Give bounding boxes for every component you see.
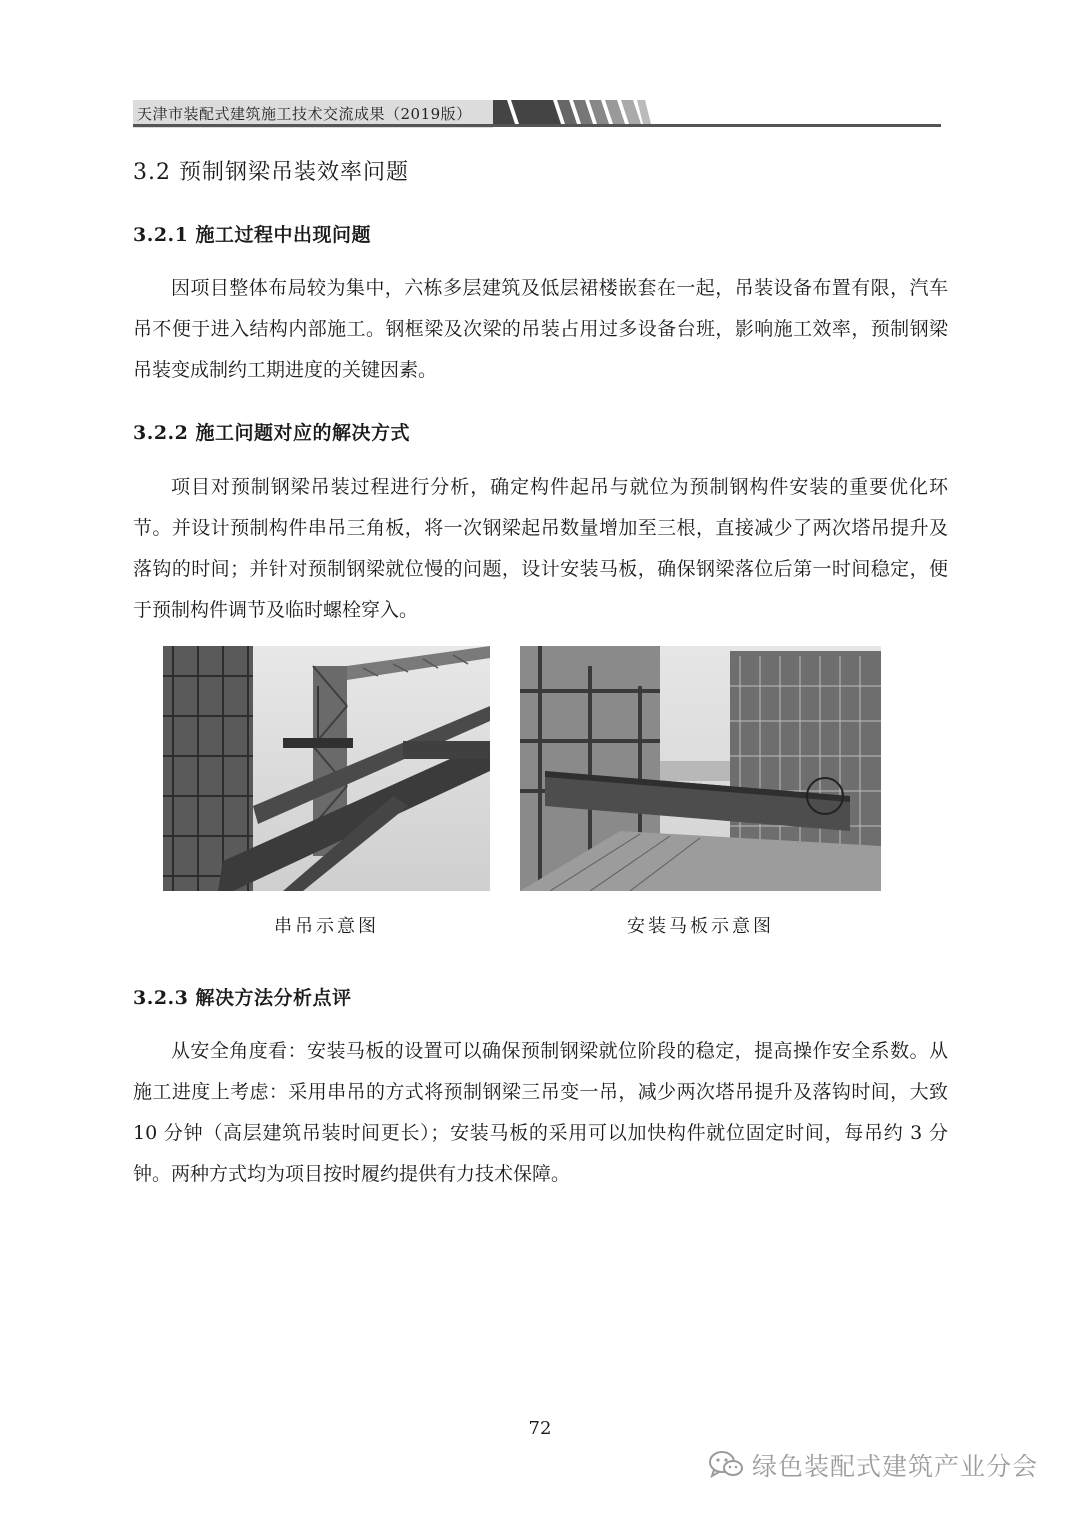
watermark-text: 绿色装配式建筑产业分会	[752, 1452, 1039, 1481]
steel-beam-crane-photo	[163, 646, 490, 891]
steel-frame-mounting-plate-photo	[520, 646, 881, 891]
figure-caption-2: 安装马板示意图	[627, 916, 774, 937]
running-header	[133, 100, 941, 128]
figure-caption-1: 串吊示意图	[274, 916, 379, 937]
header-title: 天津市装配式建筑施工技术交流成果（2019版）	[137, 105, 472, 123]
paragraph-2: 项目对预制钢梁吊装过程进行分析，确定构件起吊与就位为预制钢构件安装的重要优化环节。并设计预制构件串吊三角板，将一次钢梁起吊数量增加至三根，直接减少了两次塔吊提升及落钩的时间；并针对预制钢梁就位慢的问题，设计安装马板，确保钢梁落位后第一时间稳定，便于预制构件调节及临时螺栓穿入。	[133, 476, 948, 621]
subsection-title-3: 3.2.3 解决方法分析点评	[133, 987, 352, 1009]
paragraph-3: 从安全角度看：安装马板的设置可以确保预制钢梁就位阶段的稳定，提高操作安全系数。从施工进度上考虑：采用串吊的方式将预制钢梁三吊变一吊，减少两次塔吊提升及落钩时间，大致 10 分钟（高层建筑吊装时间更长）；安装马板的采用可以加快构件就位固定时间，每吊约 3 分钟。两种方式均为项目按时履约提供有力技术保障。	[133, 1040, 948, 1185]
watermark	[708, 1447, 1038, 1483]
subsection-title-2: 3.2.2 施工问题对应的解决方式	[133, 422, 411, 444]
section-title: 3.2 预制钢梁吊装效率问题	[133, 160, 409, 185]
subsection-title-1: 3.2.1 施工过程中出现问题	[133, 224, 372, 246]
paragraph-1: 因项目整体布局较为集中，六栋多层建筑及低层裙楼嵌套在一起，吊装设备布置有限，汽车吊不便于进入结构内部施工。钢框梁及次梁的吊装占用过多设备台班，影响施工效率，预制钢梁吊装变成制约工期进度的关键因素。	[133, 277, 948, 381]
wechat-icon	[708, 1450, 744, 1480]
page-number: 72	[528, 1418, 552, 1439]
header-rule	[133, 124, 941, 127]
